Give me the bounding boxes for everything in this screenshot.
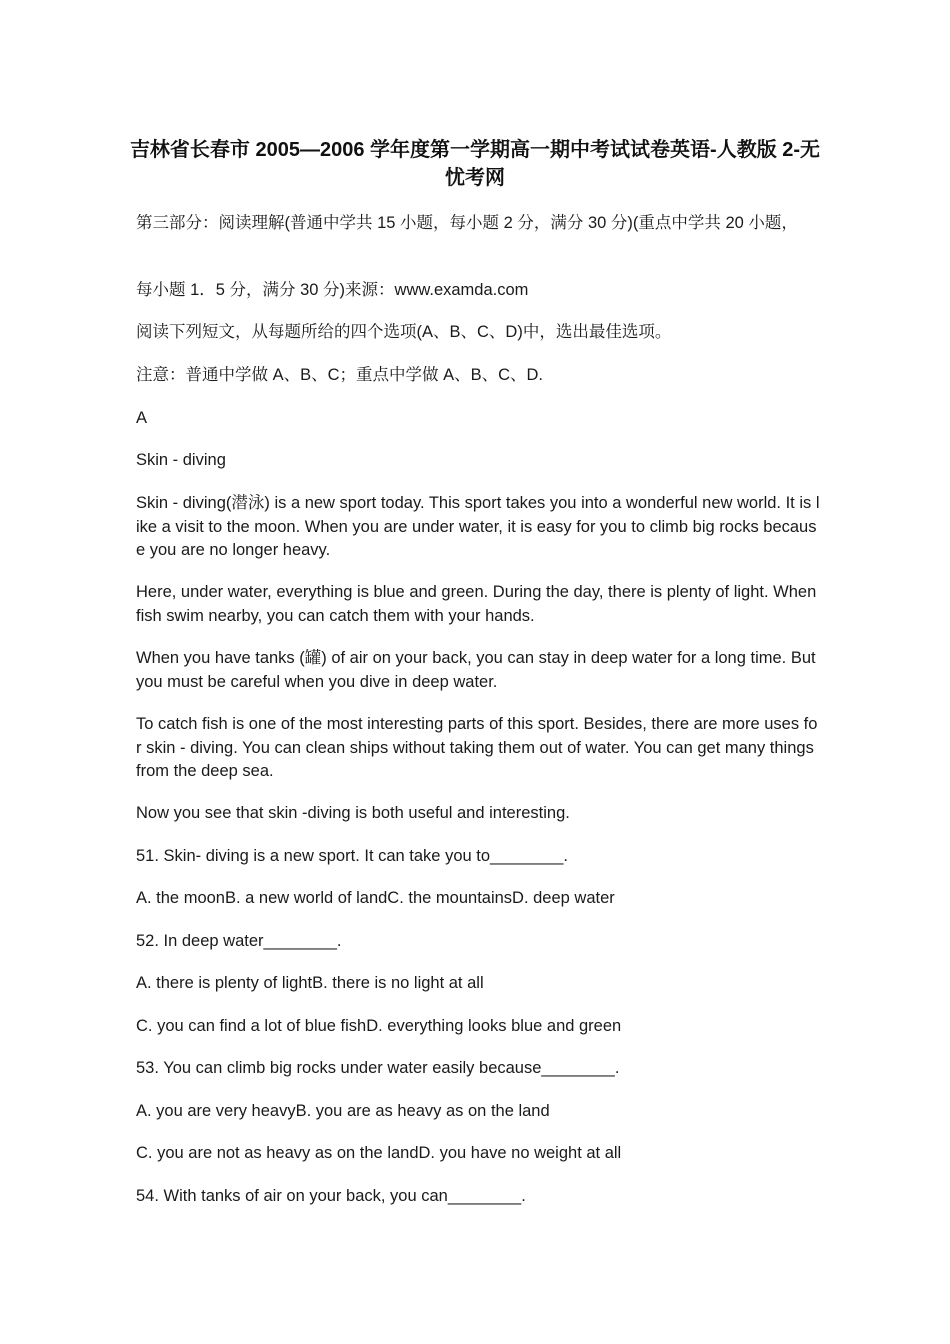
note-text: 注意：普通中学做 A、B、C；重点中学做 A、B、C、D. [136, 366, 544, 384]
question-53-options-ab: A. you are very heavyB. you are as heavy as on the land [136, 1102, 550, 1120]
passage-title: Skin - diving [136, 451, 226, 469]
question-53: 53. You can climb big rocks under water easily because________. [136, 1059, 620, 1077]
instruction-text: 阅读下列短文，从每题所给的四个选项(A、B、C、D)中，选出最佳选项。 [136, 323, 672, 341]
question-51: 51. Skin- diving is a new sport. It can take you to________. [136, 847, 569, 865]
passage-paragraph: Here, under water, everything is blue and green. During the day, there is plenty of light. When fish swim nearby, you can catch them with your hands. [136, 583, 817, 625]
question-54: 54. With tanks of air on your back, you can________. [136, 1187, 526, 1205]
question-52: 52. In deep water________. [136, 932, 342, 950]
section-header: 第三部分：阅读理解(普通中学共 15 小题，每小题 2 分，满分 30 分)(重点中学共 20 小题， [136, 214, 798, 232]
document-title: 吉林省长春市 2005—2006 学年度第一学期高一期中考试试卷英语-人教版 2-无忧考网 [129, 139, 821, 189]
passage-paragraph: To catch fish is one of the most interesting parts of this sport. Besides, there are more uses for skin - diving. You can clean ships without taking them out of water. You can get many things from the deep sea. [136, 715, 818, 780]
question-51-options: A. the moonB. a new world of landC. the mountainsD. deep water [136, 889, 615, 907]
passage-paragraph: Now you see that skin -diving is both useful and interesting. [136, 804, 570, 822]
passage-paragraph: Skin - diving(潜泳) is a new sport today. This sport takes you into a wonderful new world. It is like a visit to the moon. When you are under water, it is easy for you to climb big rocks because you are no longer heavy. [136, 494, 820, 559]
passage-label: A [136, 409, 148, 427]
section-header-continued: 每小题 1．5 分，满分 30 分)来源：www.examda.com [136, 281, 529, 299]
question-53-options-cd: C. you are not as heavy as on the landD. you have no weight at all [136, 1144, 622, 1162]
passage-paragraph: When you have tanks (罐) of air on your back, you can stay in deep water for a long time. But you must be careful when you dive in deep water. [136, 649, 816, 691]
question-52-options-cd: C. you can find a lot of blue fishD. everything looks blue and green [136, 1017, 622, 1035]
question-52-options-ab: A. there is plenty of lightB. there is no light at all [136, 974, 484, 992]
